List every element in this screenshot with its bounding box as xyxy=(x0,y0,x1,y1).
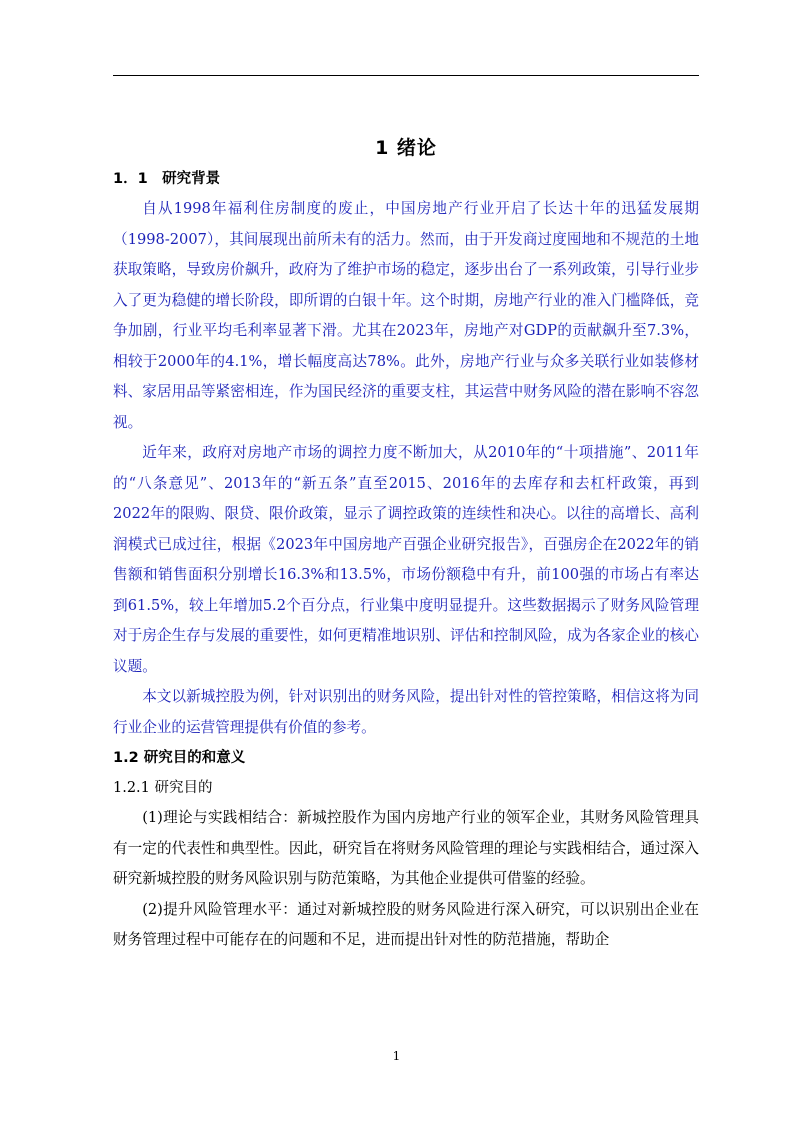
paragraph-purpose-1: (1)理论与实践相结合：新城控股作为国内房地产行业的领军企业，其财务风险管理具有一定的代表性和典型性。因此，研究旨在将财务风险管理的理论与实践相结合，通过深入研究新城控股的财务风险识别与防范策略，为其他企业提供可借鉴的经验。 xyxy=(113,809,699,887)
header-rule xyxy=(113,75,699,76)
paragraph-background-1: 自从1998年福利住房制度的废止，中国房地产行业开启了长达十年的迅猛发展期（1998-2007），其间展现出前所未有的活力。然而，由于开发商过度囤地和不规范的土地获取策略，导致房价飙升，政府为了维护市场的稳定，逐步出台了一系列政策，引导行业步入了更为稳健的增长阶段，即所谓的白银十年。这个时期，房地产行业的准入门槛降低，竞争加剧，行业平均毛利率显著下滑。尤其在2023年，房地产对GDP的贡献飙升至7.3%，相较于2000年的4.1%，增长幅度高达78%。此外，房地产行业与众多关联行业如装修材料、家居用品等紧密相连，作为国民经济的重要支柱，其运营中财务风险的潜在影响不容忽视。 xyxy=(113,200,699,431)
paragraph-background-2: 近年来，政府对房地产市场的调控力度不断加大，从2010年的“十项措施”、2011年的“八条意见”、2013年的“新五条”直至2015、2016年的去库存和去杠杆政策，再到2022年的限购、限贷、限价政策，显示了调控政策的连续性和决心。以往的高增长、高利润模式已成过往，根据《2023年中国房地产百强企业研究报告》，百强房企在2022年的销售额和销售面积分别增长16.3%和13.5%，市场份额稳中有升，前100强的市场占有率达到61.5%，较上年增加5.2个百分点，行业集中度明显提升。这些数据揭示了财务风险管理对于房企生存与发展的重要性，如何更精准地识别、评估和控制风险，成为各家企业的核心议题。 xyxy=(113,444,699,675)
paragraph-purpose-2: (2)提升风险管理水平：通过对新城控股的财务风险进行深入研究，可以识别出企业在财务管理过程中可能存在的问题和不足，进而提出针对性的防范措施，帮助企 xyxy=(113,900,699,948)
section-heading-1-1: 1．1 研究背景 xyxy=(113,171,221,187)
chapter-title: 1 绪论 xyxy=(375,137,437,159)
subsection-heading-1-2-1: 1.2.1 研究目的 xyxy=(113,780,213,796)
paragraph-background-3: 本文以新城控股为例，针对识别出的财务风险，提出针对性的管控策略，相信这将为同行业企业的运营管理提供有价值的参考。 xyxy=(113,688,699,736)
section-heading-1-2: 1.2 研究目的和意义 xyxy=(113,750,246,766)
page-number: 1 xyxy=(392,1049,401,1063)
page-body xyxy=(113,132,699,956)
